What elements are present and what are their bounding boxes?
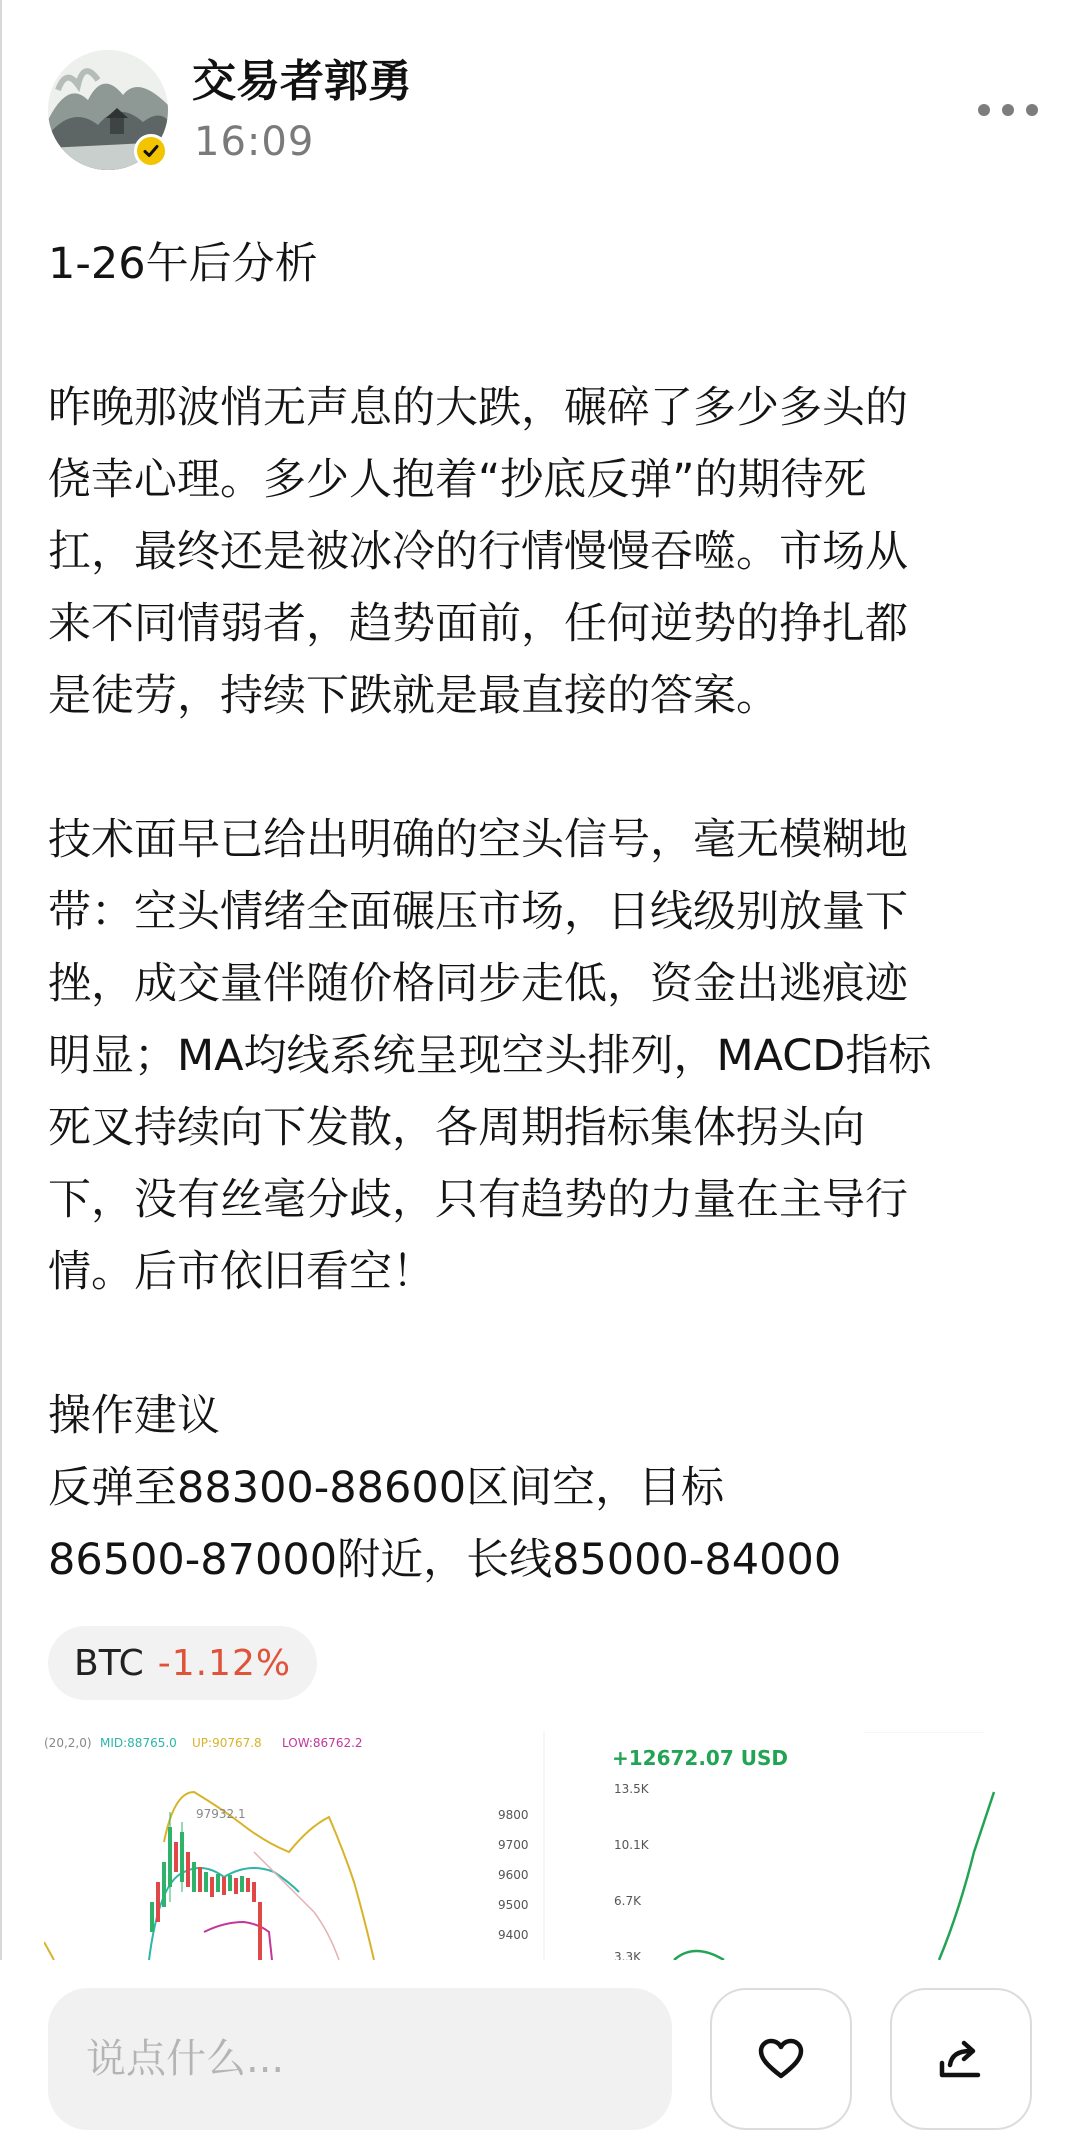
advice-line: 86500-87000附近，长线85000-84000 <box>48 1535 842 1585</box>
text-line: 挫，成交量伴随价格同步走低，资金出逃痕迹 <box>48 959 908 1009</box>
candlestick-drawing <box>44 1732 474 1960</box>
share-button[interactable] <box>890 1988 1032 2130</box>
paragraph-market-recap <box>48 372 1038 732</box>
paragraph-technical-analysis <box>48 804 1038 1308</box>
price-tick: 9500 <box>498 1898 529 1912</box>
post-timestamp: 16:09 <box>194 119 315 165</box>
text-line: 来不同情弱者，趋势面前，任何逆势的挣扎都 <box>48 599 908 649</box>
indicator-low: LOW:86762.2 <box>282 1736 363 1750</box>
pnl-value: +12672.07 USD <box>612 1746 788 1770</box>
post-title: 1-26午后分析 <box>48 239 318 289</box>
ticker-change: -1.12% <box>157 1642 292 1684</box>
text-line: 下，没有丝毫分歧，只有趋势的力量在主导行 <box>48 1175 908 1225</box>
comment-input[interactable] <box>48 1988 672 2130</box>
attached-images[interactable] <box>44 1732 1004 1960</box>
pnl-tick: 13.5K <box>614 1782 649 1796</box>
text-line: 昨晚那波悄无声息的大跌，碾碎了多少多头的 <box>48 383 908 433</box>
peak-price-label: 97932.1 <box>196 1807 246 1821</box>
text-line: 明显；MA均线系统呈现空头排列，MACD指标 <box>48 1031 932 1081</box>
share-icon <box>938 2037 984 2081</box>
pnl-drawing <box>484 1732 1004 1960</box>
post-header <box>48 50 1038 175</box>
post-content <box>48 228 1038 1596</box>
candlestick-chart-image[interactable] <box>44 1732 474 1960</box>
pnl-chart-image[interactable] <box>484 1732 1004 1960</box>
pnl-tick: 10.1K <box>614 1838 649 1852</box>
text-line: 死叉持续向下发散，各周期指标集体拐头向 <box>48 1103 865 1153</box>
pnl-tick: 3.3K <box>614 1950 641 1960</box>
pnl-tick: 6.7K <box>614 1894 641 1908</box>
indicator-params: (20,2,0) <box>44 1736 92 1750</box>
text-line: 侥幸心理。多少人抱着“抄底反弹”的期待死 <box>48 455 867 505</box>
price-tick: 9800 <box>498 1808 529 1822</box>
price-tick: 9600 <box>498 1868 529 1882</box>
indicator-up: UP:90767.8 <box>192 1736 262 1750</box>
price-tick: 9700 <box>498 1838 529 1852</box>
ticker-symbol: BTC <box>74 1642 144 1684</box>
verified-badge-icon <box>134 134 168 168</box>
price-tick: 9400 <box>498 1928 529 1942</box>
candles <box>150 1812 262 1960</box>
text-line: 情。后市依旧看空！ <box>48 1247 435 1297</box>
text-line: 是徒劳，持续下跌就是最直接的答案。 <box>48 671 779 721</box>
advice-line: 反弹至88300-88600区间空，目标 <box>48 1463 725 1513</box>
advice-heading: 操作建议 <box>48 1391 220 1441</box>
indicator-mid: MID:88765.0 <box>100 1736 177 1750</box>
trade-advice <box>48 1380 1038 1596</box>
ticker-chip[interactable] <box>48 1626 317 1700</box>
author-name[interactable]: 交易者郭勇 <box>192 56 412 107</box>
text-line: 技术面早已给出明确的空头信号，毫无模糊地 <box>48 815 908 865</box>
left-edge-divider <box>0 0 2 2153</box>
text-line: 扛，最终还是被冰冷的行情慢慢吞噬。市场从 <box>48 527 908 577</box>
bottom-action-bar <box>0 1960 1080 2153</box>
text-line: 带：空头情绪全面碾压市场，日线级别放量下 <box>48 887 908 937</box>
like-button[interactable] <box>710 1988 852 2130</box>
heart-icon <box>758 2038 804 2080</box>
avatar[interactable] <box>48 50 168 170</box>
more-icon[interactable] <box>978 98 1038 122</box>
